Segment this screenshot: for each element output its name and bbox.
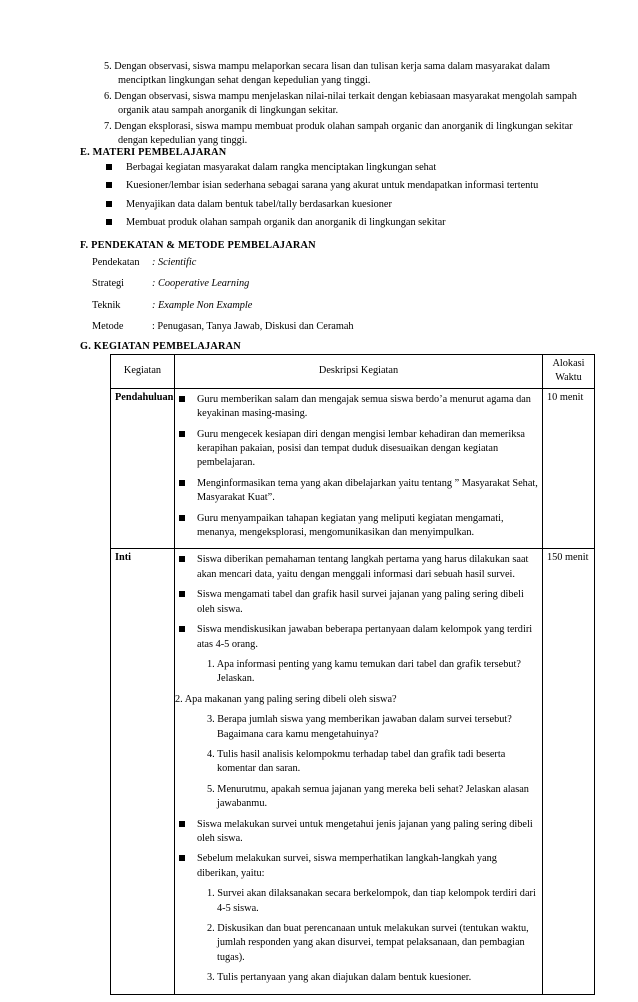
approach-key: Pendekatan — [92, 257, 140, 268]
activity-item: Siswa melakukan survei untuk mengetahui jenis jajanan yang paling sering dibeli oleh siswa. — [179, 818, 538, 847]
activity-item: Menginformasikan tema yang akan dibelajarkan yaitu tentang ” Masyarakat Sehat, Masyarakat Kuat”. — [179, 477, 538, 506]
phase-description — [175, 549, 543, 994]
step-item: 3. Tulis pertanyaan yang akan diajukan dalam bentuk kuesioner. — [207, 972, 472, 984]
objective-item: 6. Dengan observasi, siswa mampu menjelaskan nilai-nilai terkait dengan kebiasaan masyarakat mengolah sampah organik atau sampah anorganik di lingkungan sekitar. — [104, 90, 577, 117]
question-item: 2. Apa makanan yang paling sering dibeli oleh siswa? — [175, 693, 397, 705]
activity-item: Sebelum melakukan survei, siswa memperhatikan langkah-langkah yang diberikan, yaitu: — [179, 852, 538, 881]
section-e-title: E. MATERI PEMBELAJARAN — [80, 147, 227, 158]
section-f-title: F. PENDEKATAN & METODE PEMBELAJARAN — [80, 240, 316, 251]
header-deskripsi: Deskripsi Kegiatan — [175, 355, 543, 389]
materi-item: Membuat produk olahan sampah organik dan anorganik di lingkungan sekitar — [104, 216, 574, 230]
objective-item: 7. Dengan eksplorasi, siswa mampu membuat produk olahan sampah organic dan anorganik di lingkungan sekitar dengan kepedulian yang tinggi. — [104, 120, 573, 147]
table-row-inti — [111, 549, 595, 994]
activity-item: Guru memberikan salam dan mengajak semua siswa berdo’a menurut agama dan keyakinan masing-masing. — [179, 393, 538, 422]
phase-time: 10 menit — [543, 388, 595, 549]
header-alokasi: Alokasi Waktu — [543, 355, 595, 389]
question-item: 4. Tulis hasil analisis kelompokmu terhadap tabel dan grafik tadi beserta komentar dan saran. — [207, 748, 506, 775]
table-header-row — [111, 355, 595, 389]
approach-row — [92, 320, 492, 334]
step-item: 1. Survei akan dilaksanakan secara berkelompok, dan tiap kelompok terdiri dari 4-5 siswa. — [207, 888, 536, 914]
approach-key: Metode — [92, 321, 124, 333]
approach-value: : Example Non Example — [152, 299, 253, 311]
table-row-pendahuluan — [111, 388, 595, 549]
approach-value: : Scientific — [152, 257, 197, 268]
approach-key: Strategi — [92, 278, 125, 290]
phase-description — [175, 388, 543, 549]
phase-label: Inti — [111, 549, 175, 994]
approach-row — [92, 277, 492, 291]
objectives-list — [104, 60, 584, 149]
activity-item: Guru mengecek kesiapan diri dengan mengisi lembar kehadiran dan memeriksa kerapihan pakaian, posisi dan tempat duduk disesuaikan dengan kegiatan pembelajaran. — [179, 428, 538, 471]
activity-item: Siswa diberikan pemahaman tentang langkah pertama yang harus dilakukan saat akan mencari data, yaitu dengan menggali informasi dari sebuah hasil survei. — [179, 553, 538, 582]
activity-item: Siswa mengamati tabel dan grafik hasil survei jajanan yang paling sering dibeli oleh siswa. — [179, 588, 538, 617]
question-item: 1. Apa informasi penting yang kamu temukan dari tabel dan grafik tersebut? Jelaskan. — [207, 658, 521, 685]
activity-item: Siswa mendiskusikan jawaban beberapa pertanyaan dalam kelompok yang terdiri atas 4-5 orang. — [179, 623, 538, 652]
question-item: 5. Menurutmu, apakah semua jajanan yang mereka beli sehat? Jelaskan alasan jawabanmu. — [207, 783, 529, 810]
approach-row — [92, 299, 492, 313]
approach-value: : Cooperative Learning — [152, 278, 250, 290]
question-item: 3. Berapa jumlah siswa yang memberikan jawaban dalam survei tersebut? Bagaimana cara kamu mengetahuinya? — [207, 714, 512, 740]
phase-label: Pendahuluan — [111, 388, 175, 549]
activity-table — [110, 354, 595, 995]
materi-list — [104, 161, 574, 235]
materi-item: Berbagai kegiatan masyarakat dalam rangka menciptakan lingkungan sehat — [104, 161, 574, 175]
materi-item: Menyajikan data dalam bentuk tabel/tally berdasarkan kuesioner — [104, 198, 574, 212]
objective-item: 5. Dengan observasi, siswa mampu melaporkan secara lisan dan tulisan kerja sama dalam masyarakat dalam menciptkan lingkungan sehat dengan kepedulian yang tinggi. — [104, 61, 551, 87]
approach-list — [92, 256, 492, 342]
approach-key: Teknik — [92, 299, 121, 311]
approach-value: : Penugasan, Tanya Jawab, Diskusi dan Ceramah — [152, 321, 354, 333]
approach-row — [92, 256, 492, 270]
phase-time: 150 menit — [543, 549, 595, 994]
activity-item: Guru menyampaikan tahapan kegiatan yang meliputi kegiatan mengamati, menanya, mengeksplorasi, mengomunikasikan dan menyimpulkan. — [179, 512, 538, 541]
section-g-title: G. KEGIATAN PEMBELAJARAN — [80, 341, 241, 352]
materi-item: Kuesioner/lembar isian sederhana sebagai sarana yang akurat untuk mendapatkan informasi tertentu — [104, 179, 574, 193]
header-kegiatan: Kegiatan — [111, 355, 175, 389]
step-item: 2. Diskusikan dan buat perencanaan untuk melakukan survei (tentukan waktu, jumlah responden yang akan disurvei, tempat pelaksanaan, dan pembagian tugas). — [207, 923, 529, 963]
